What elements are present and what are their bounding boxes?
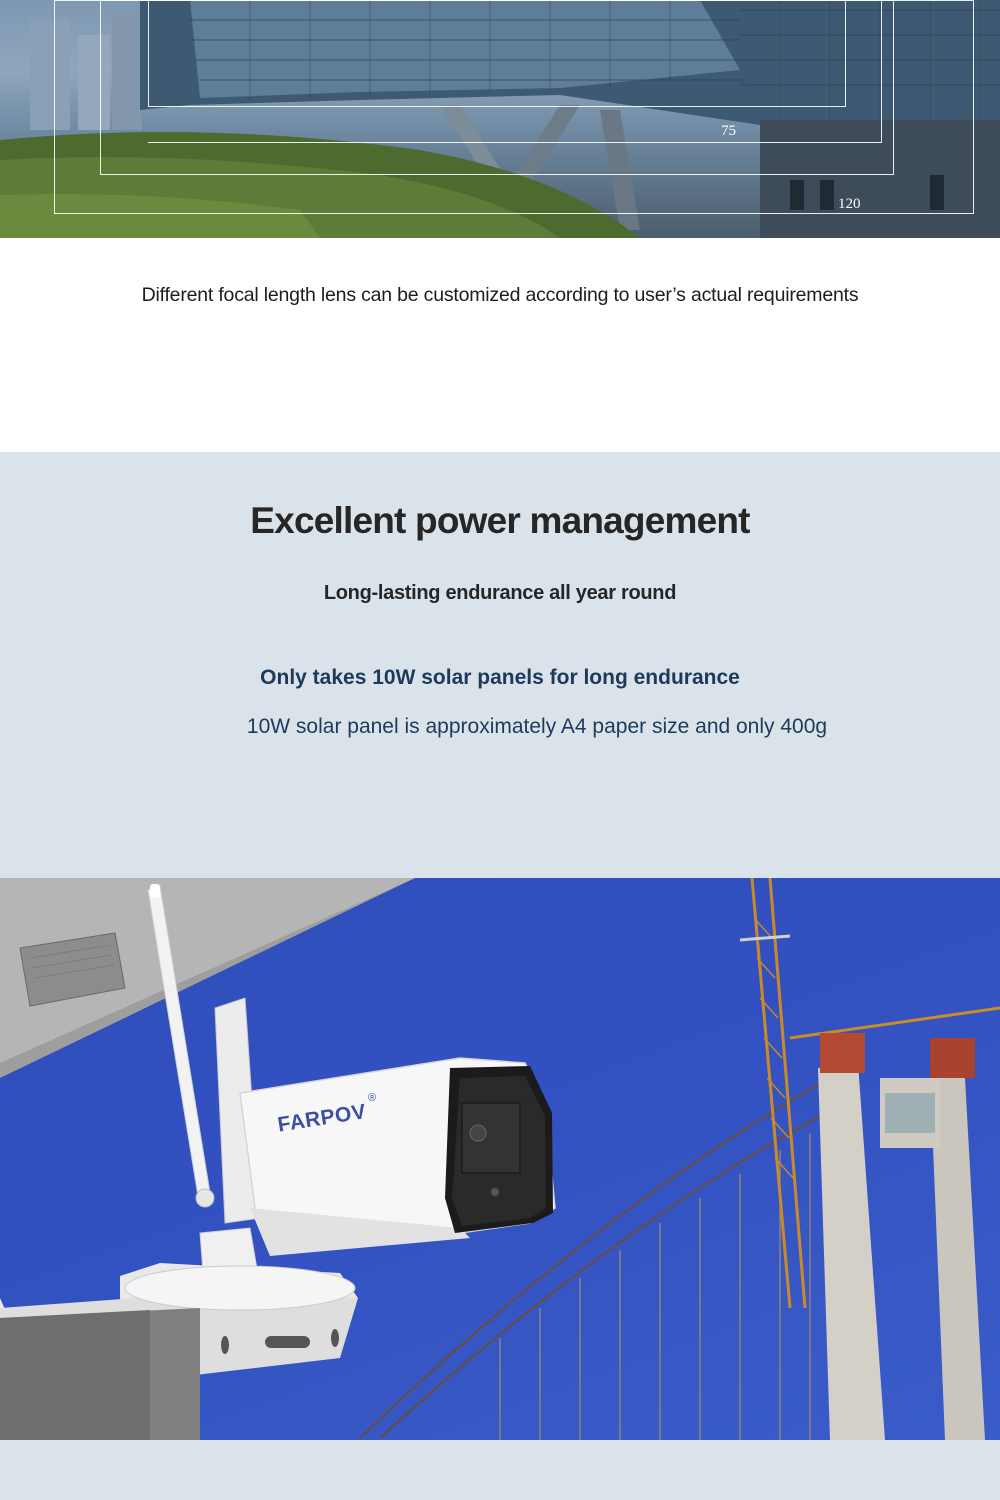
power-feature: Only takes 10W solar panels for long endurance [260, 666, 740, 689]
camera-brand-label: FARPOV [276, 1100, 368, 1137]
focal-length-photo [0, 0, 1000, 238]
power-subtitle: Long-lasting endurance all year round [323, 582, 677, 604]
power-management-section [0, 452, 1000, 878]
power-title: Excellent power management [250, 500, 750, 541]
focal-label-120: 120 [838, 196, 861, 212]
focal-frame-mid [148, 0, 882, 143]
focal-caption: Different focal length lens can be customized according to user’s actual requirements [141, 284, 859, 306]
power-description: 10W solar panel is approximately A4 paper size and only 400g [246, 715, 828, 738]
focal-label-75: 75 [721, 123, 736, 139]
registered-mark: ® [368, 1092, 377, 1104]
camera-photo [0, 878, 1000, 1440]
bottom-band [0, 1440, 1000, 1500]
camera-scene-illustration [0, 878, 1000, 1440]
focal-caption-section [0, 238, 1000, 452]
